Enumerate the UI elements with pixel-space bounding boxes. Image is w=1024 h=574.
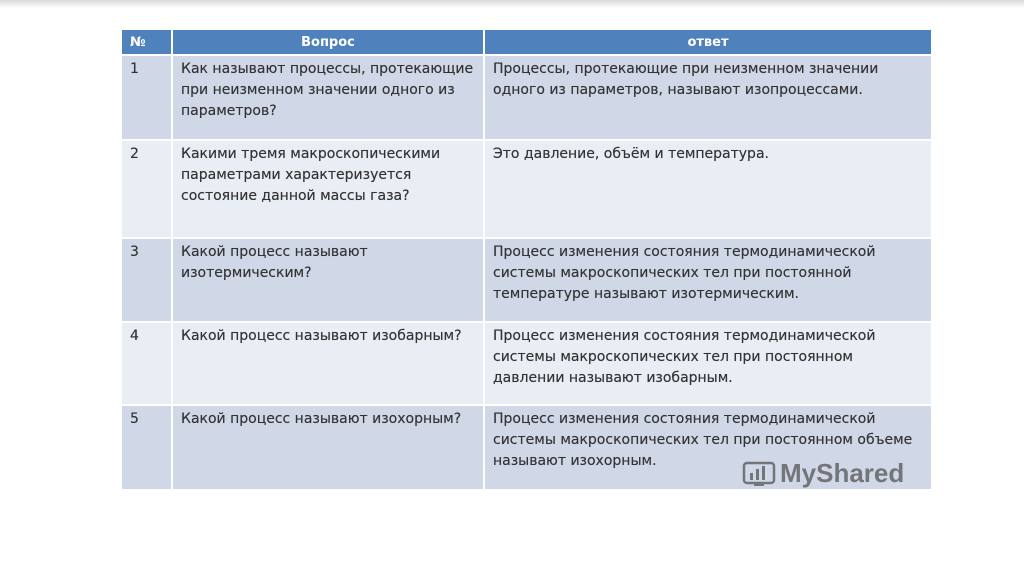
row-question: Какой процесс называют изобарным? <box>172 322 484 405</box>
header-question: Вопрос <box>172 30 484 55</box>
row-question: Какой процесс называют изотермическим? <box>172 238 484 322</box>
table-header-row <box>122 30 932 55</box>
myshared-watermark <box>742 458 904 489</box>
row-answer: Процессы, протекающие при неизменном значении одного из параметров, называют изопроцессами. <box>484 55 932 140</box>
table-row <box>122 322 932 405</box>
slide-top-shadow <box>0 0 1024 8</box>
table-row <box>122 238 932 322</box>
row-number: 5 <box>122 405 172 489</box>
row-answer: Процесс изменения состояния термодинамической системы макроскопических тел при постоянной температуре называют изотермическим. <box>484 238 932 322</box>
row-question: Какой процесс называют изохорным? <box>172 405 484 489</box>
row-question: Как называют процессы, протекающие при неизменном значении одного из параметров? <box>172 55 484 140</box>
header-number: № <box>122 30 172 55</box>
header-answer: ответ <box>484 30 932 55</box>
row-number: 2 <box>122 140 172 238</box>
myshared-logo-icon <box>742 461 776 487</box>
row-answer: Процесс изменения состояния термодинамической системы макроскопических тел при постоянном объеме называют изохорным. <box>484 405 932 489</box>
watermark-text: MyShared <box>780 458 905 488</box>
row-number: 4 <box>122 322 172 405</box>
row-answer: Это давление, объём и температура. <box>484 140 932 238</box>
row-number: 3 <box>122 238 172 322</box>
row-answer: Процесс изменения состояния термодинамической системы макроскопических тел при постоянном давлении называют изобарным. <box>484 322 932 405</box>
row-question: Какими тремя макроскопическими параметрами характеризуется состояние данной массы газа? <box>172 140 484 238</box>
table-row <box>122 140 932 238</box>
qa-table <box>122 30 933 489</box>
row-number: 1 <box>122 55 172 140</box>
table-row <box>122 55 932 140</box>
